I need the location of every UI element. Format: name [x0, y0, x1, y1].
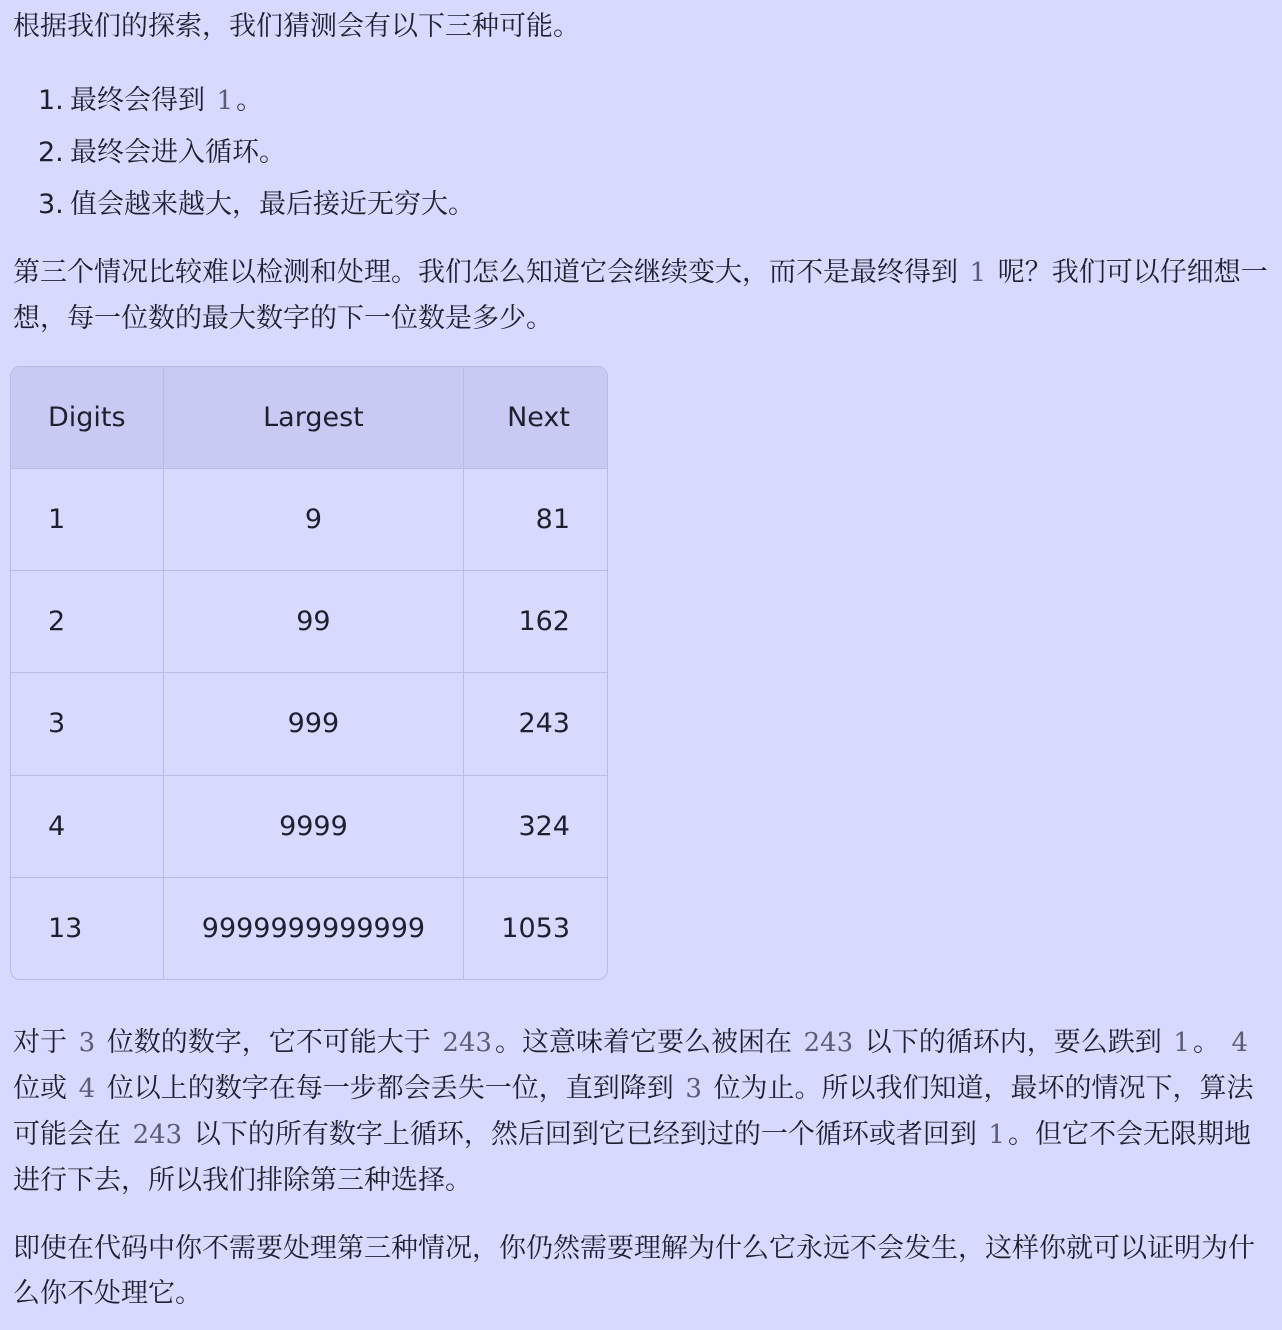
text-segment: 位数的数字，它不可能大于 [106, 1027, 431, 1058]
list-item [38, 179, 475, 231]
table-row [11, 775, 607, 877]
cell-digits: 13 [11, 877, 163, 979]
text-segment: 以下的循环内，要么跌到 [864, 1027, 1162, 1058]
cell-largest: 999 [163, 673, 464, 775]
math-value: 1 [216, 86, 234, 116]
analysis-paragraph [13, 250, 1269, 341]
math-value: 1 [1173, 1028, 1190, 1058]
list-number: 1. [38, 85, 64, 116]
cell-digits: 3 [11, 673, 163, 775]
list-text: 最终会得到 [70, 85, 205, 116]
text-segment: 位或 [13, 1073, 67, 1104]
list-number: 3. [38, 189, 64, 220]
cell-next: 162 [464, 571, 607, 673]
math-value: 3 [685, 1074, 702, 1104]
math-value: 243 [803, 1028, 854, 1058]
digits-table [10, 366, 608, 980]
math-value: 243 [442, 1028, 492, 1058]
list-text: 。 [236, 85, 264, 116]
text-segment: 。但它不会无限期地进行下去，所以我们排除第三种选择。 [13, 1119, 1251, 1196]
cell-next: 324 [464, 775, 607, 877]
text-segment: 位为止。所以我们知道，最坏的情况下，算法可能会在 [13, 1073, 1254, 1150]
math-value: 4 [1231, 1028, 1249, 1058]
cell-next: 243 [464, 673, 607, 775]
math-value: 1 [988, 1120, 1005, 1150]
header-digits: Digits [11, 367, 163, 469]
table-row [11, 571, 607, 673]
math-value: 1 [969, 258, 987, 288]
cell-next: 1053 [464, 877, 607, 979]
conclusion-paragraph [13, 1020, 1269, 1203]
text-segment: 第三个情况比较难以检测和处理。我们怎么知道它会继续变大，而不是最终得到 [13, 257, 958, 288]
text-segment: 以下的所有数字上循环，然后回到它已经到过的一个循环或者回到 [193, 1119, 977, 1150]
cell-next: 81 [464, 469, 607, 571]
text-segment: 。这意味着它要么被困在 [494, 1027, 792, 1058]
text-segment: 对于 [13, 1027, 67, 1058]
math-value: 3 [78, 1028, 96, 1058]
table-row [11, 673, 607, 775]
table-header-row [11, 367, 607, 469]
list-item [38, 75, 475, 127]
header-next: Next [464, 367, 607, 469]
cell-largest: 9 [163, 469, 464, 571]
cell-largest: 9999 [163, 775, 464, 877]
final-paragraph: 即使在代码中你不需要处理第三种情况，你仍然需要理解为什么它永远不会发生，这样你就可以证明为什么你不处理它。 [13, 1233, 1255, 1309]
text-segment: 呢？我们可以仔细想一想，每一位数的最大数字的下一位数是多少。 [13, 257, 1268, 334]
list-text: 值会越来越大，最后接近无穷大。 [70, 189, 475, 220]
intro-paragraph: 根据我们的探索，我们猜测会有以下三种可能。 [13, 11, 580, 42]
cell-digits: 1 [11, 469, 163, 571]
list-item [38, 127, 475, 179]
text-segment: 。 [1192, 1027, 1220, 1058]
header-largest: Largest [163, 367, 464, 469]
cell-largest: 9999999999999 [163, 877, 464, 979]
table-row [11, 469, 607, 571]
cell-largest: 99 [163, 571, 464, 673]
list-number: 2. [38, 137, 64, 168]
math-value: 4 [78, 1074, 96, 1104]
list-text: 最终会进入循环。 [70, 137, 286, 168]
cell-digits: 2 [11, 571, 163, 673]
table-row [11, 877, 607, 979]
text-segment: 位以上的数字在每一步都会丢失一位，直到降到 [106, 1073, 674, 1104]
cell-digits: 4 [11, 775, 163, 877]
possibility-list [38, 75, 475, 231]
math-value: 243 [132, 1120, 183, 1150]
